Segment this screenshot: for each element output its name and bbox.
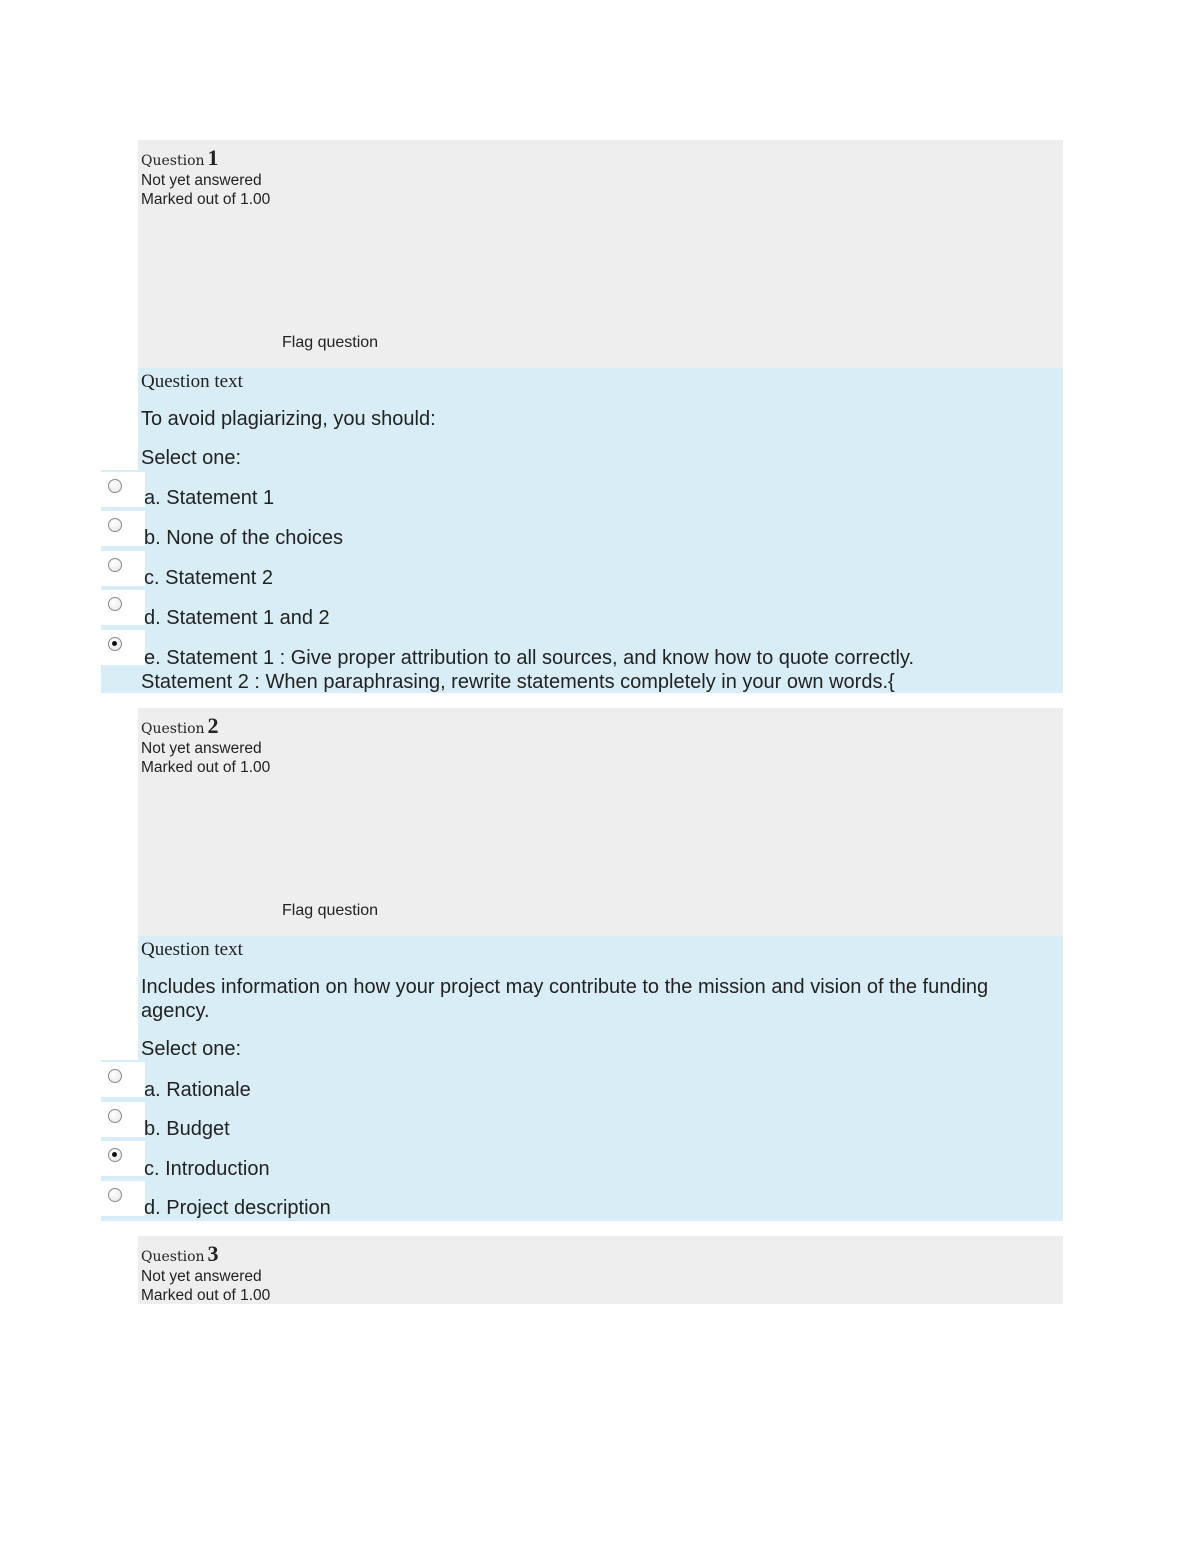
question-2-flag-icon[interactable] — [282, 768, 542, 918]
question-2-option-c[interactable]: c. Introduction — [144, 1158, 270, 1180]
question-1-flag-button[interactable]: Flag question — [282, 334, 379, 351]
question-1-option-d[interactable]: d. Statement 1 and 2 — [144, 607, 330, 629]
question-1-option-d-radio[interactable] — [108, 597, 122, 611]
question-3-info — [138, 1236, 1063, 1304]
question-1-option-d-cell — [101, 590, 145, 628]
question-1-option-a-cell — [101, 472, 145, 510]
question-2-option-d[interactable]: d. Project description — [144, 1197, 331, 1219]
question-2-flag-button[interactable]: Flag question — [282, 902, 379, 919]
question-3-state: Not yet answered — [141, 1268, 262, 1285]
question-2-option-b[interactable]: b. Budget — [144, 1118, 230, 1140]
question-2-option-a[interactable]: a. Rationale — [144, 1079, 251, 1101]
question-label: Question — [141, 1249, 205, 1265]
question-label: Question — [141, 721, 205, 737]
question-2-number — [141, 713, 270, 739]
question-label: Question — [141, 153, 205, 169]
question-2-option-a-radio[interactable] — [108, 1069, 122, 1083]
question-number: 2 — [207, 713, 219, 738]
question-2-text-label: Question text — [141, 939, 243, 960]
question-1-option-e-radio[interactable] — [108, 637, 122, 651]
question-2-text: Includes information on how your project may contribute to the mission and vision of the funding agency. — [141, 976, 989, 1022]
question-2-prompt: Select one: — [141, 1038, 242, 1060]
question-2-grade: Marked out of 1.00 — [141, 759, 271, 776]
question-number: 1 — [207, 145, 219, 170]
question-3-number — [141, 1241, 270, 1267]
question-1-option-c[interactable]: c. Statement 2 — [144, 567, 273, 589]
question-1-option-e-continuation: Statement 2 : When paraphrasing, rewrite statements completely in your own words.{ — [141, 671, 895, 693]
question-1-option-a[interactable]: a. Statement 1 — [144, 487, 275, 509]
question-2-option-a-cell — [101, 1062, 145, 1100]
question-1-info — [138, 140, 1063, 368]
question-1-option-e[interactable]: e. Statement 1 : Give proper attribution to all sources, and know how to quote correctly. — [144, 647, 915, 669]
question-1-state: Not yet answered — [141, 172, 262, 189]
question-1-grade: Marked out of 1.00 — [141, 191, 271, 208]
question-1-flag-icon[interactable] — [282, 200, 542, 350]
question-1-text-label: Question text — [141, 371, 243, 392]
question-1-prompt: Select one: — [141, 447, 242, 469]
question-2-option-c-radio[interactable] — [108, 1148, 122, 1162]
question-3-grade: Marked out of 1.00 — [141, 1287, 271, 1304]
question-1-option-e-cell — [101, 630, 145, 668]
question-2-option-b-radio[interactable] — [108, 1109, 122, 1123]
question-1-option-a-radio[interactable] — [108, 479, 122, 493]
question-1-option-b[interactable]: b. None of the choices — [144, 527, 344, 549]
question-number: 3 — [207, 1241, 219, 1266]
question-2-content — [138, 936, 1063, 1221]
question-1-number — [141, 145, 270, 171]
question-2-option-b-cell — [101, 1102, 145, 1140]
question-1-option-c-cell — [101, 551, 145, 589]
question-2-state: Not yet answered — [141, 740, 262, 757]
question-2-info — [138, 708, 1063, 936]
question-1-option-c-radio[interactable] — [108, 558, 122, 572]
question-1-text: To avoid plagiarizing, you should: — [141, 408, 436, 430]
question-1-option-b-cell — [101, 511, 145, 549]
question-1-option-b-radio[interactable] — [108, 518, 122, 532]
question-2-option-c-cell — [101, 1141, 145, 1179]
question-2-option-d-cell — [101, 1181, 145, 1219]
question-2-option-d-radio[interactable] — [108, 1188, 122, 1202]
